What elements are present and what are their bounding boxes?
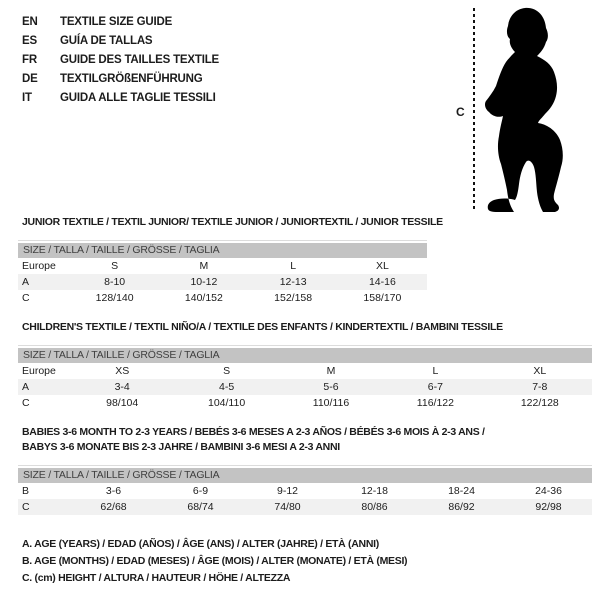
row-label: Europe xyxy=(22,260,56,272)
language-text: TEXTILE SIZE GUIDE xyxy=(60,16,173,28)
table-cell: 92/98 xyxy=(535,501,562,513)
table-cell: L xyxy=(290,260,297,272)
table-cell: 4-5 xyxy=(219,381,235,393)
language-list xyxy=(22,13,219,108)
table-cell: 6-7 xyxy=(427,381,443,393)
table-cell: 18-24 xyxy=(448,485,475,497)
babies-title-line2: BABYS 3-6 MONATE BIS 2-3 JAHRE / BAMBINI 3-6 MESI A 2-3 ANNI xyxy=(22,441,340,453)
table-row xyxy=(18,499,592,515)
junior-size-table xyxy=(18,240,427,306)
table-cell: 122/128 xyxy=(520,397,559,409)
table-cell: XL xyxy=(375,260,389,272)
language-row-fr xyxy=(22,51,219,70)
language-code: FR xyxy=(22,54,37,66)
table-cell: 7-8 xyxy=(532,381,548,393)
size-header-bar: SIZE / TALLA / TAILLE / GRÖSSE / TAGLIA xyxy=(18,468,592,483)
language-text: GUIDE DES TAILLES TEXTILE xyxy=(60,54,219,66)
language-code: DE xyxy=(22,73,38,85)
table-cell: 5-6 xyxy=(323,381,339,393)
table-cell: 86/92 xyxy=(448,501,475,513)
table-cell: 24-36 xyxy=(535,485,562,497)
table-cell: 152/158 xyxy=(274,292,313,304)
table-cell: 3-4 xyxy=(114,381,130,393)
babies-table-title xyxy=(22,425,485,455)
toddler-silhouette-icon xyxy=(482,4,582,216)
table-cell: 104/110 xyxy=(208,397,246,409)
table-row xyxy=(18,290,427,306)
language-text: GUÍA DE TALLAS xyxy=(60,35,153,47)
row-label: Europe xyxy=(22,365,56,377)
table-cell: M xyxy=(326,365,336,377)
table-cell: 128/140 xyxy=(95,292,134,304)
table-cell: 158/170 xyxy=(363,292,402,304)
table-cell: 10-12 xyxy=(190,276,218,288)
table-cell: 14-16 xyxy=(368,276,396,288)
row-label: C xyxy=(22,501,30,513)
height-measure-label: C xyxy=(456,105,465,119)
measurement-legend xyxy=(22,536,407,587)
table-cell: XL xyxy=(533,365,547,377)
table-cell: 9-12 xyxy=(276,485,298,497)
language-row-it xyxy=(22,89,219,108)
table-cell: M xyxy=(199,260,209,272)
table-cell: XS xyxy=(115,365,130,377)
table-cell: L xyxy=(432,365,439,377)
table-row xyxy=(18,483,592,499)
children-table-title: CHILDREN'S TEXTILE / TEXTIL NIÑO/A / TEXTILE DES ENFANTS / KINDERTEXTIL / BAMBINI TESSILE xyxy=(22,321,503,333)
language-text: GUIDA ALLE TAGLIE TESSILI xyxy=(60,92,216,104)
row-label: C xyxy=(22,397,30,409)
language-row-es xyxy=(22,32,219,51)
row-label: A xyxy=(22,276,30,288)
row-label: A xyxy=(22,381,30,393)
table-cell: 74/80 xyxy=(274,501,301,513)
legend-line-b: B. AGE (MONTHS) / EDAD (MESES) / ÂGE (MOIS) / ALTER (MONATE) / ETÀ (MESI) xyxy=(22,555,408,567)
language-row-en xyxy=(22,13,219,32)
table-cell: 8-10 xyxy=(104,276,126,288)
table-row xyxy=(18,274,427,290)
table-row xyxy=(18,379,592,395)
table-cell: 62/68 xyxy=(100,501,127,513)
table-cell: 6-9 xyxy=(192,485,209,497)
table-cell: 110/116 xyxy=(312,397,350,409)
legend-line-a: A. AGE (YEARS) / EDAD (AÑOS) / ÂGE (ANS) / ALTER (JAHRE) / ETÀ (ANNI) xyxy=(22,538,379,550)
language-code: ES xyxy=(22,35,37,47)
language-row-de xyxy=(22,70,219,89)
table-row xyxy=(18,395,592,411)
language-code: EN xyxy=(22,16,38,28)
babies-title-line1: BABIES 3-6 MONTH TO 2-3 YEARS / BEBÉS 3-6 MESES A 2-3 AÑOS / BÉBÉS 3-6 MOIS À 2-3 ANS / xyxy=(22,426,485,438)
table-row xyxy=(18,363,592,379)
table-cell: 80/86 xyxy=(361,501,388,513)
size-header-bar: SIZE / TALLA / TAILLE / GRÖSSE / TAGLIA xyxy=(18,348,592,363)
row-label: C xyxy=(22,292,30,304)
language-code: IT xyxy=(22,92,32,104)
size-header-bar: SIZE / TALLA / TAILLE / GRÖSSE / TAGLIA xyxy=(18,243,427,258)
table-cell: S xyxy=(223,365,231,377)
table-cell: 3-6 xyxy=(105,485,122,497)
junior-table-title: JUNIOR TEXTILE / TEXTIL JUNIOR/ TEXTILE JUNIOR / JUNIORTEXTIL / JUNIOR TESSILE xyxy=(22,216,443,228)
language-text: TEXTILGRÖßENFÜHRUNG xyxy=(60,73,203,85)
babies-size-table xyxy=(18,465,592,515)
table-cell: 116/122 xyxy=(416,397,454,409)
children-size-table xyxy=(18,345,592,411)
table-cell: 140/152 xyxy=(184,292,223,304)
table-cell: 68/74 xyxy=(187,501,214,513)
row-label: B xyxy=(22,485,30,497)
table-row xyxy=(18,258,427,274)
height-measure-dotted-line xyxy=(473,8,475,209)
legend-line-c: C. (cm) HEIGHT / ALTURA / HAUTEUR / HÖHE / ALTEZZA xyxy=(22,572,291,584)
table-cell: S xyxy=(111,260,119,272)
table-cell: 98/104 xyxy=(106,397,139,409)
table-cell: 12-13 xyxy=(279,276,307,288)
table-cell: 12-18 xyxy=(361,485,388,497)
